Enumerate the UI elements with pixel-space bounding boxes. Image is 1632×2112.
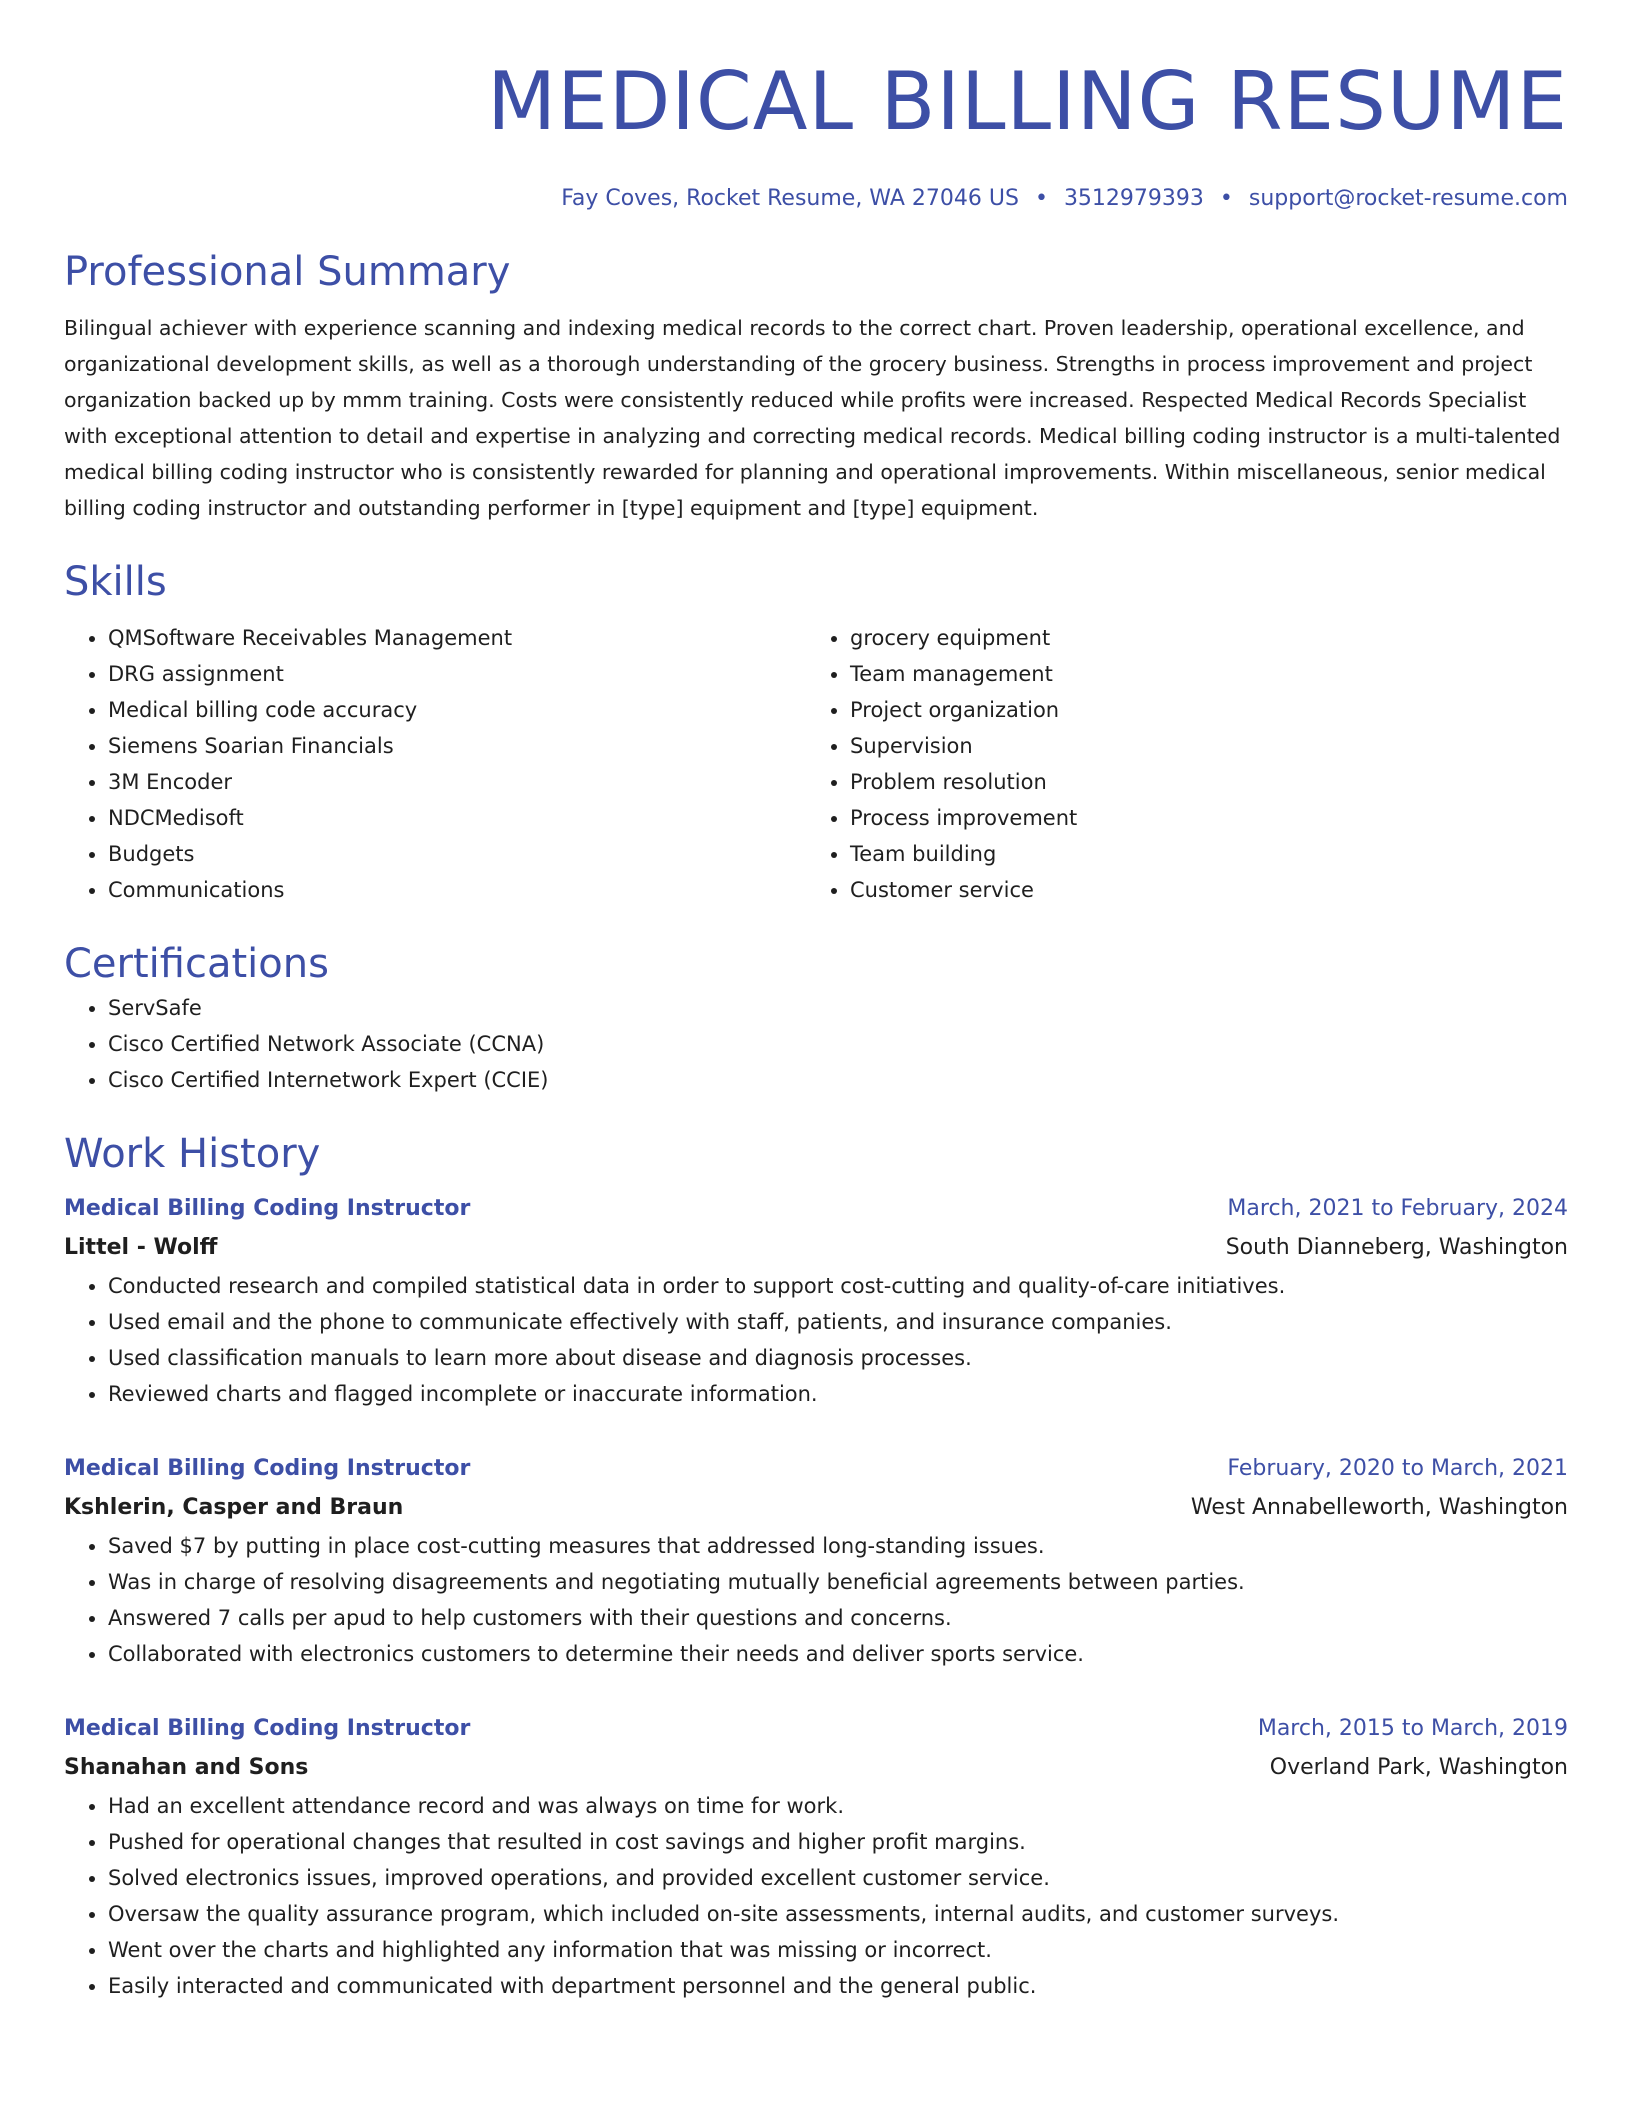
- job-entry: [64, 1450, 1568, 1672]
- skills-columns: [64, 620, 1568, 908]
- job-role: Medical Billing Coding Instructor: [64, 1196, 471, 1221]
- job-bullets: [64, 1788, 1568, 2004]
- job-dates: March, 2015 to March, 2019: [1257, 1716, 1568, 1741]
- job-company-row: [64, 1228, 1568, 1268]
- contact-email: support@rocket-resume.com: [1248, 186, 1568, 211]
- job-bullet: • Went over the charts and highlighted any information that was missing or incorrect.: [108, 1932, 1568, 1968]
- skills-left-column: [64, 620, 806, 908]
- job-bullets: [64, 1528, 1568, 1672]
- job-bullet: • Conducted research and compiled statistical data in order to support cost-cutting and quality-of-care initiatives.: [108, 1268, 1568, 1304]
- skill-item: • Siemens Soarian Financials: [108, 728, 806, 764]
- skill-item: • Customer service: [850, 872, 1548, 908]
- job-company: Kshlerin, Casper and Braun: [64, 1495, 404, 1520]
- skill-item: • NDCMedisoft: [108, 800, 806, 836]
- job-bullet: • Easily interacted and communicated with department personnel and the general public.: [108, 1968, 1568, 2004]
- job-header-row: [64, 1450, 1568, 1488]
- summary-text: Bilingual achiever with experience scanning and indexing medical records to the correct chart. Proven leadership, operational excellence, and organizational development skills, as well as a thorough understanding of the grocery business. Strengths in process improvement and project organization backed up by mmm training. Costs were consistently reduced while profits were increased. Respected Medical Records Specialist with exceptional attention to detail and expertise in analyzing and correcting medical records. Medical billing coding instructor is a multi-talented medical billing coding instructor who is consistently rewarded for planning and operational improvements. Within miscellaneous, senior medical billing coding instructor and outstanding performer in [type] equipment and [type] equipment.: [64, 316, 1561, 520]
- certifications-list: [64, 990, 1568, 1098]
- summary-heading: Professional Summary: [64, 249, 511, 295]
- certification-item: • ServSafe: [108, 990, 1568, 1026]
- contact-separator: •: [1034, 186, 1048, 211]
- job-bullet: • Oversaw the quality assurance program, which included on-site assessments, internal audits, and customer surveys.: [108, 1896, 1568, 1932]
- job-location: Overland Park, Washington: [1269, 1755, 1568, 1780]
- job-role: Medical Billing Coding Instructor: [64, 1456, 471, 1481]
- contact-line: [64, 184, 1568, 214]
- skill-item: • Problem resolution: [850, 764, 1548, 800]
- job-bullet: • Collaborated with electronics customers to determine their needs and deliver sports service.: [108, 1636, 1568, 1672]
- job-bullet: • Answered 7 calls per apud to help customers with their questions and concerns.: [108, 1600, 1568, 1636]
- certification-item: • Cisco Certified Network Associate (CCNA): [108, 1026, 1568, 1062]
- job-company: Shanahan and Sons: [64, 1755, 309, 1780]
- job-bullet: • Solved electronics issues, improved operations, and provided excellent customer service.: [108, 1860, 1568, 1896]
- certification-item: • Cisco Certified Internetwork Expert (CCIE): [108, 1062, 1568, 1098]
- job-bullet: • Had an excellent attendance record and was always on time for work.: [108, 1788, 1568, 1824]
- job-bullet: • Saved $7 by putting in place cost-cutting measures that addressed long-standing issues.: [108, 1528, 1568, 1564]
- contact-address: Fay Coves, Rocket Resume, WA 27046 US: [561, 186, 1019, 211]
- skill-item: • Budgets: [108, 836, 806, 872]
- job-entry: [64, 1190, 1568, 1412]
- skill-item: • Medical billing code accuracy: [108, 692, 806, 728]
- resume-title: MEDICAL BILLING RESUME: [487, 55, 1568, 148]
- contact-separator: •: [1219, 186, 1233, 211]
- job-bullet: • Was in charge of resolving disagreements and negotiating mutually beneficial agreements between parties.: [108, 1564, 1568, 1600]
- job-bullet: • Reviewed charts and flagged incomplete or inaccurate information.: [108, 1376, 1568, 1412]
- skill-item: • Team management: [850, 656, 1548, 692]
- skill-item: • 3M Encoder: [108, 764, 806, 800]
- job-entry: [64, 1710, 1568, 2004]
- skill-item: • DRG assignment: [108, 656, 806, 692]
- job-location: West Annabelleworth, Washington: [1190, 1495, 1568, 1520]
- job-company-row: [64, 1748, 1568, 1788]
- work-history-heading: Work History: [64, 1131, 321, 1177]
- skill-item: • Team building: [850, 836, 1548, 872]
- contact-phone: 3512979393: [1063, 186, 1204, 211]
- skills-left-list: [64, 620, 806, 908]
- job-bullets: [64, 1268, 1568, 1412]
- skill-item: • grocery equipment: [850, 620, 1548, 656]
- job-dates: February, 2020 to March, 2021: [1227, 1456, 1568, 1481]
- skill-item: • Project organization: [850, 692, 1548, 728]
- skill-item: • QMSoftware Receivables Management: [108, 620, 806, 656]
- job-bullet: • Used classification manuals to learn more about disease and diagnosis processes.: [108, 1340, 1568, 1376]
- job-company-row: [64, 1488, 1568, 1528]
- job-dates: March, 2021 to February, 2024: [1227, 1196, 1568, 1221]
- skills-right-column: [806, 620, 1548, 908]
- job-role: Medical Billing Coding Instructor: [64, 1716, 471, 1741]
- skill-item: • Process improvement: [850, 800, 1548, 836]
- skill-item: • Communications: [108, 872, 806, 908]
- job-location: South Dianneberg, Washington: [1225, 1235, 1568, 1260]
- job-bullet: • Pushed for operational changes that resulted in cost savings and higher profit margins.: [108, 1824, 1568, 1860]
- skill-item: • Supervision: [850, 728, 1548, 764]
- skills-heading: Skills: [64, 559, 167, 605]
- job-bullet: • Used email and the phone to communicate effectively with staff, patients, and insurance companies.: [108, 1304, 1568, 1340]
- certifications-heading: Certifications: [64, 941, 329, 987]
- job-header-row: [64, 1190, 1568, 1228]
- skills-right-list: [806, 620, 1548, 908]
- job-company: Littel - Wolff: [64, 1235, 218, 1260]
- job-header-row: [64, 1710, 1568, 1748]
